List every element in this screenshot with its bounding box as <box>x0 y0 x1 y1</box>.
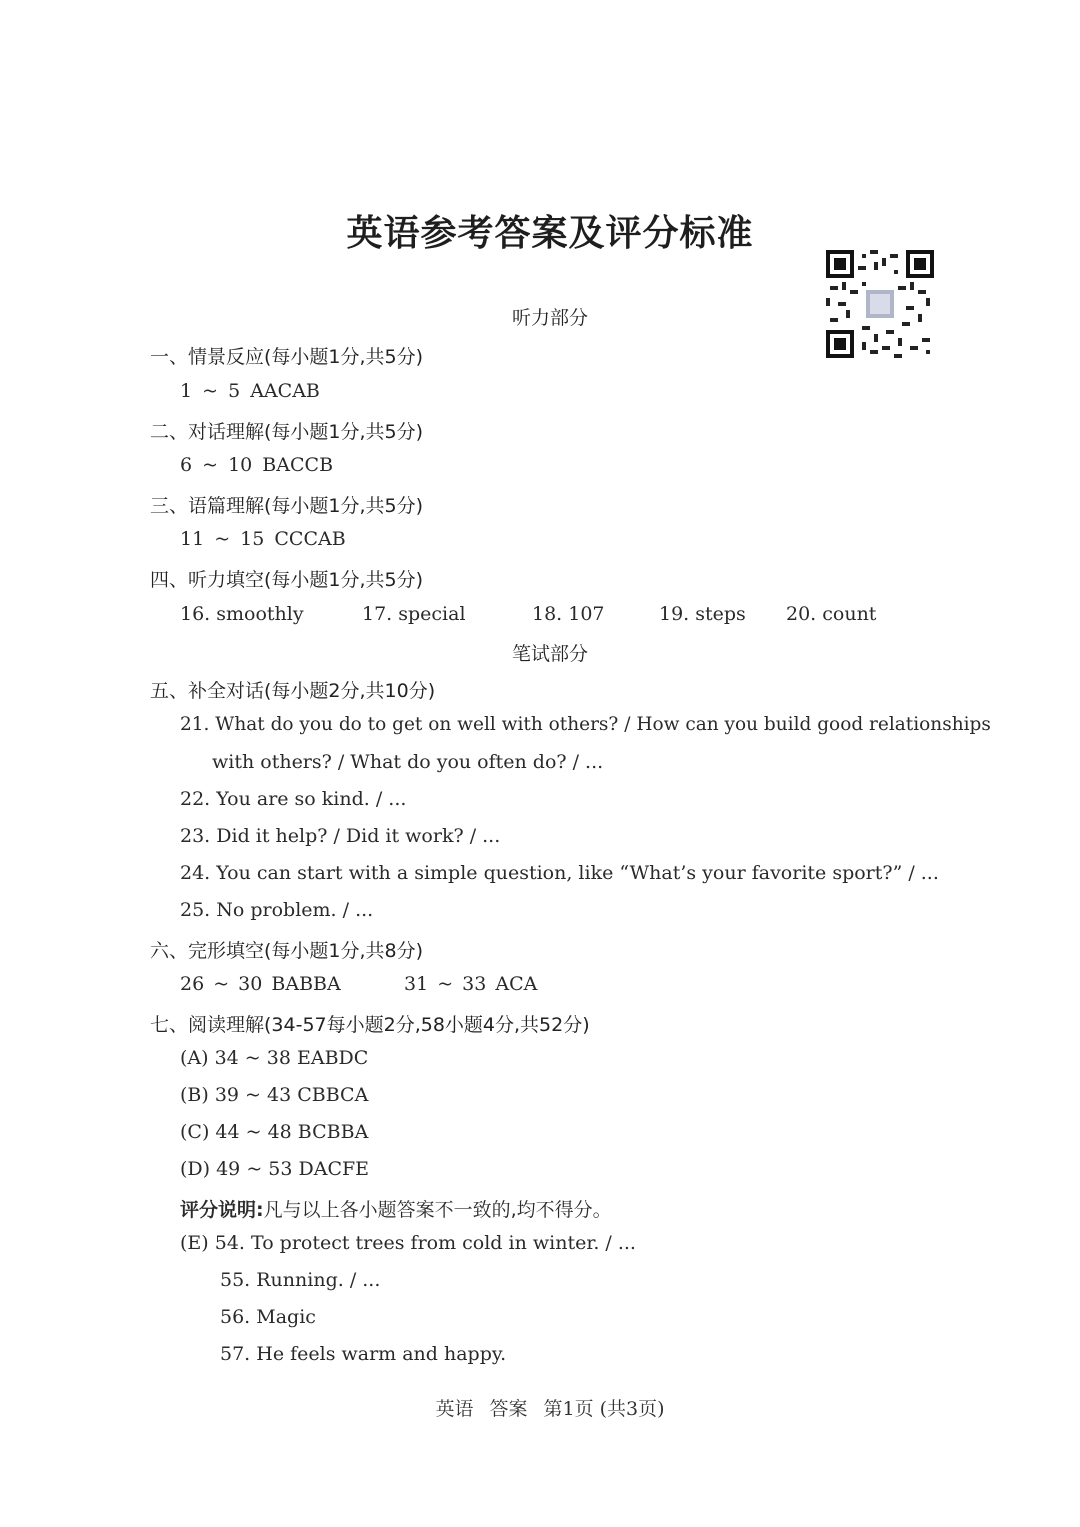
section-4-heading: 四、听力填空(每小题1分,共5分) <box>150 569 424 591</box>
section-1-answer: 1 ~ 5 AACAB <box>180 380 320 402</box>
footer-type: 答案 <box>489 1398 528 1420</box>
listening-heading: 听力部分 <box>511 307 588 329</box>
section-7-heading: 七、阅读理解(34-57每小题2分,58小题4分,共52分) <box>150 1014 590 1036</box>
cloze-answer-31-33: 31 ~ 33 ACA <box>404 973 538 995</box>
footer-page-number: 第1页 (共3页) <box>543 1398 665 1420</box>
section-1-heading: 一、情景反应(每小题1分,共5分) <box>150 346 424 368</box>
reading-answer-57: 57. He feels warm and happy. <box>220 1343 507 1365</box>
answer-22: 22. You are so kind. / ... <box>180 788 407 810</box>
section-5-heading: 五、补全对话(每小题2分,共10分) <box>150 680 436 702</box>
scoring-note-label: 评分说明: <box>180 1199 264 1221</box>
answer-21-line1: 21. What do you do to get on well with others? / How can you build good relationships <box>180 714 991 735</box>
blank-answer-16: 16. smoothly <box>180 603 304 625</box>
blank-answer-19: 19. steps <box>659 603 746 625</box>
scoring-note <box>180 1195 612 1222</box>
answer-24: 24. You can start with a simple question, like “What’s your favorite sport?” / ... <box>180 862 939 884</box>
section-3-answer: 11 ~ 15 CCCAB <box>180 528 346 550</box>
reading-answer-55: 55. Running. / ... <box>220 1269 381 1291</box>
document-title: 英语参考答案及评分标准 <box>346 213 754 254</box>
answer-23: 23. Did it help? / Did it work? / ... <box>180 825 501 847</box>
blank-answer-17: 17. special <box>362 603 466 625</box>
section-2-answer: 6 ~ 10 BACCB <box>180 454 334 476</box>
writing-heading: 笔试部分 <box>511 643 588 665</box>
section-6-heading: 六、完形填空(每小题1分,共8分) <box>150 940 424 962</box>
section-2-heading: 二、对话理解(每小题1分,共5分) <box>150 421 424 443</box>
reading-answer-c: (C) 44 ~ 48 BCBBA <box>180 1121 369 1143</box>
reading-answer-a: (A) 34 ~ 38 EABDC <box>180 1047 369 1069</box>
answer-25: 25. No problem. / ... <box>180 899 374 921</box>
reading-answer-d: (D) 49 ~ 53 DACFE <box>180 1158 370 1180</box>
reading-answer-54: (E) 54. To protect trees from cold in winter. / ... <box>180 1232 636 1254</box>
cloze-answer-26-30: 26 ~ 30 BABBA <box>180 973 341 995</box>
reading-answer-56: 56. Magic <box>220 1306 316 1328</box>
footer-subject: 英语 <box>435 1398 474 1420</box>
page-footer <box>0 1394 1080 1421</box>
answer-21-line2: with others? / What do you often do? / ... <box>212 751 604 773</box>
reading-answer-b: (B) 39 ~ 43 CBBCA <box>180 1084 369 1106</box>
scoring-note-text: 凡与以上各小题答案不一致的,均不得分。 <box>263 1199 612 1221</box>
blank-answer-18: 18. 107 <box>532 603 605 625</box>
blank-answer-20: 20. count <box>786 603 877 625</box>
section-3-heading: 三、语篇理解(每小题1分,共5分) <box>150 495 424 517</box>
